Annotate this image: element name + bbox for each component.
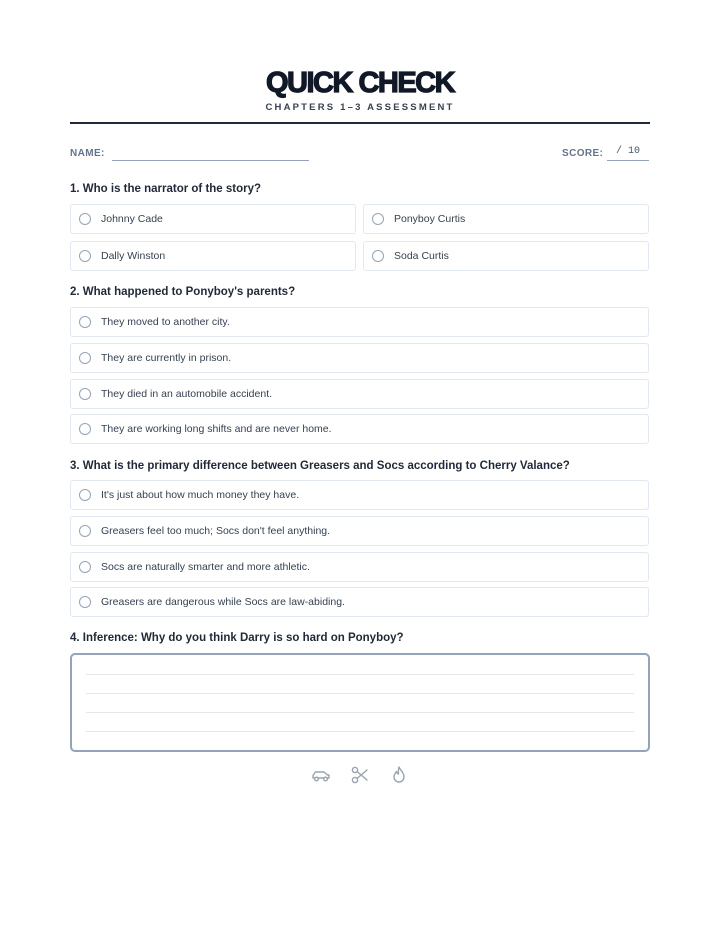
writing-line xyxy=(86,693,634,694)
radio-button[interactable] xyxy=(79,213,91,225)
option-label: Greasers feel too much; Socs don't feel anything. xyxy=(101,525,331,537)
car-icon xyxy=(311,764,331,786)
writing-line xyxy=(86,674,634,675)
score-label: SCORE: xyxy=(562,148,604,159)
q1-option-1[interactable] xyxy=(70,204,356,234)
q2-option-1[interactable] xyxy=(70,307,649,337)
option-label: Socs are naturally smarter and more athletic. xyxy=(101,561,310,573)
radio-button[interactable] xyxy=(79,250,91,262)
flame-icon xyxy=(389,764,409,786)
scissors-icon xyxy=(350,764,370,786)
radio-button[interactable] xyxy=(79,525,91,537)
q2-option-3[interactable] xyxy=(70,379,649,409)
option-label: Dally Winston xyxy=(101,250,166,262)
q3-option-3[interactable] xyxy=(70,552,649,582)
radio-button[interactable] xyxy=(372,213,384,225)
option-label: Greasers are dangerous while Socs are law-abiding. xyxy=(101,596,345,608)
question-3-prompt: 3. What is the primary difference between Greasers and Socs according to Cherry Valance? xyxy=(70,460,570,472)
question-2-prompt: 2. What happened to Ponyboy's parents? xyxy=(70,286,296,298)
name-field[interactable] xyxy=(112,160,309,161)
q2-option-4[interactable] xyxy=(70,414,649,444)
option-label: Johnny Cade xyxy=(101,213,163,225)
option-label: They died in an automobile accident. xyxy=(101,388,273,400)
q1-option-4[interactable] xyxy=(363,241,649,271)
radio-button[interactable] xyxy=(372,250,384,262)
q3-option-1[interactable] xyxy=(70,480,649,510)
page-subtitle: CHAPTERS 1–3 ASSESSMENT xyxy=(265,102,455,113)
inference-answer-field[interactable] xyxy=(70,653,650,752)
q1-option-3[interactable] xyxy=(70,241,356,271)
writing-line xyxy=(86,731,634,732)
score-field[interactable]: / 10 xyxy=(607,143,649,161)
radio-button[interactable] xyxy=(79,316,91,328)
page-header xyxy=(70,66,650,113)
option-label: They are currently in prison. xyxy=(101,352,232,364)
page-title: QUICK CHECK xyxy=(265,67,455,99)
question-1-prompt: 1. Who is the narrator of the story? xyxy=(70,183,262,195)
radio-button[interactable] xyxy=(79,352,91,364)
option-label: They are working long shifts and are never home. xyxy=(101,423,332,435)
radio-button[interactable] xyxy=(79,561,91,573)
footer-icons xyxy=(300,764,420,786)
header-divider xyxy=(70,122,650,124)
option-label: It's just about how much money they have. xyxy=(101,489,300,501)
q3-option-4[interactable] xyxy=(70,587,649,617)
radio-button[interactable] xyxy=(79,388,91,400)
q2-option-2[interactable] xyxy=(70,343,649,373)
q1-option-2[interactable] xyxy=(363,204,649,234)
option-label: Soda Curtis xyxy=(394,250,449,262)
name-label: NAME: xyxy=(70,148,105,159)
writing-line xyxy=(86,712,634,713)
radio-button[interactable] xyxy=(79,489,91,501)
radio-button[interactable] xyxy=(79,596,91,608)
question-4-prompt: 4. Inference: Why do you think Darry is so hard on Ponyboy? xyxy=(70,632,404,644)
option-label: They moved to another city. xyxy=(101,316,230,328)
radio-button[interactable] xyxy=(79,423,91,435)
q3-option-2[interactable] xyxy=(70,516,649,546)
option-label: Ponyboy Curtis xyxy=(394,213,466,225)
